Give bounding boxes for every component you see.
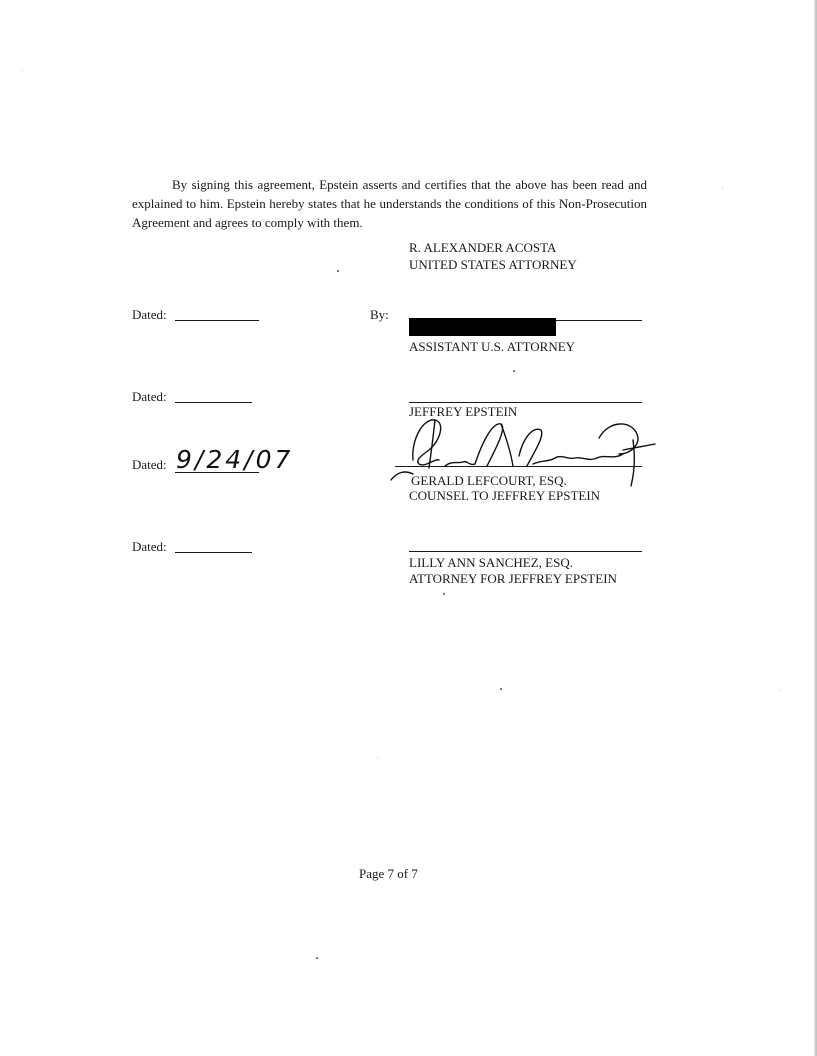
handwritten-date: 9/24/07 — [176, 445, 294, 474]
dated-label-2: Dated: — [132, 389, 167, 404]
scan-speck — [722, 188, 723, 189]
lefcourt-title: COUNSEL TO JEFFREY EPSTEIN — [409, 488, 601, 503]
sanchez-name: LILLY ANN SANCHEZ, ESQ. — [409, 555, 573, 570]
epstein-name: JEFFREY EPSTEIN — [409, 404, 518, 419]
scan-speck — [337, 270, 339, 272]
dated-label-1: Dated: — [132, 307, 167, 322]
ausa-title: ASSISTANT U.S. ATTORNEY — [409, 339, 576, 354]
redacted-signature — [409, 318, 556, 336]
us-attorney-name: R. ALEXANDER ACOSTA — [409, 240, 557, 255]
date-line-1 — [175, 320, 259, 321]
date-line-2 — [175, 402, 252, 403]
scan-speck — [780, 690, 781, 691]
scan-speck — [500, 688, 502, 690]
page-number-footer: Page 7 of 7 — [359, 866, 418, 881]
us-attorney-title: UNITED STATES ATTORNEY — [409, 257, 577, 272]
dated-label-4: Dated: — [132, 539, 167, 554]
by-label: By: — [370, 307, 389, 322]
lefcourt-name: GERALD LEFCOURT, ESQ. — [411, 473, 567, 488]
certification-paragraph: By signing this agreement, Epstein asserts and certifies that the above has been read and explained to him. Epstein hereby states that he understands the conditions of this Non-Prosecution Agreement and agrees to comply with them. — [132, 177, 647, 230]
scan-speck — [377, 757, 378, 758]
signature-line-sanchez — [409, 551, 642, 552]
date-line-3 — [175, 472, 259, 473]
scan-speck — [316, 957, 318, 959]
dated-label-3: Dated: — [132, 457, 167, 472]
scan-speck — [443, 593, 445, 595]
signature-line-epstein — [409, 402, 642, 403]
scan-speck — [513, 370, 515, 372]
sanchez-title: ATTORNEY FOR JEFFREY EPSTEIN — [409, 571, 617, 586]
signature-line-ausa — [556, 320, 642, 321]
scan-speck — [22, 70, 23, 71]
date-line-4 — [175, 552, 252, 553]
